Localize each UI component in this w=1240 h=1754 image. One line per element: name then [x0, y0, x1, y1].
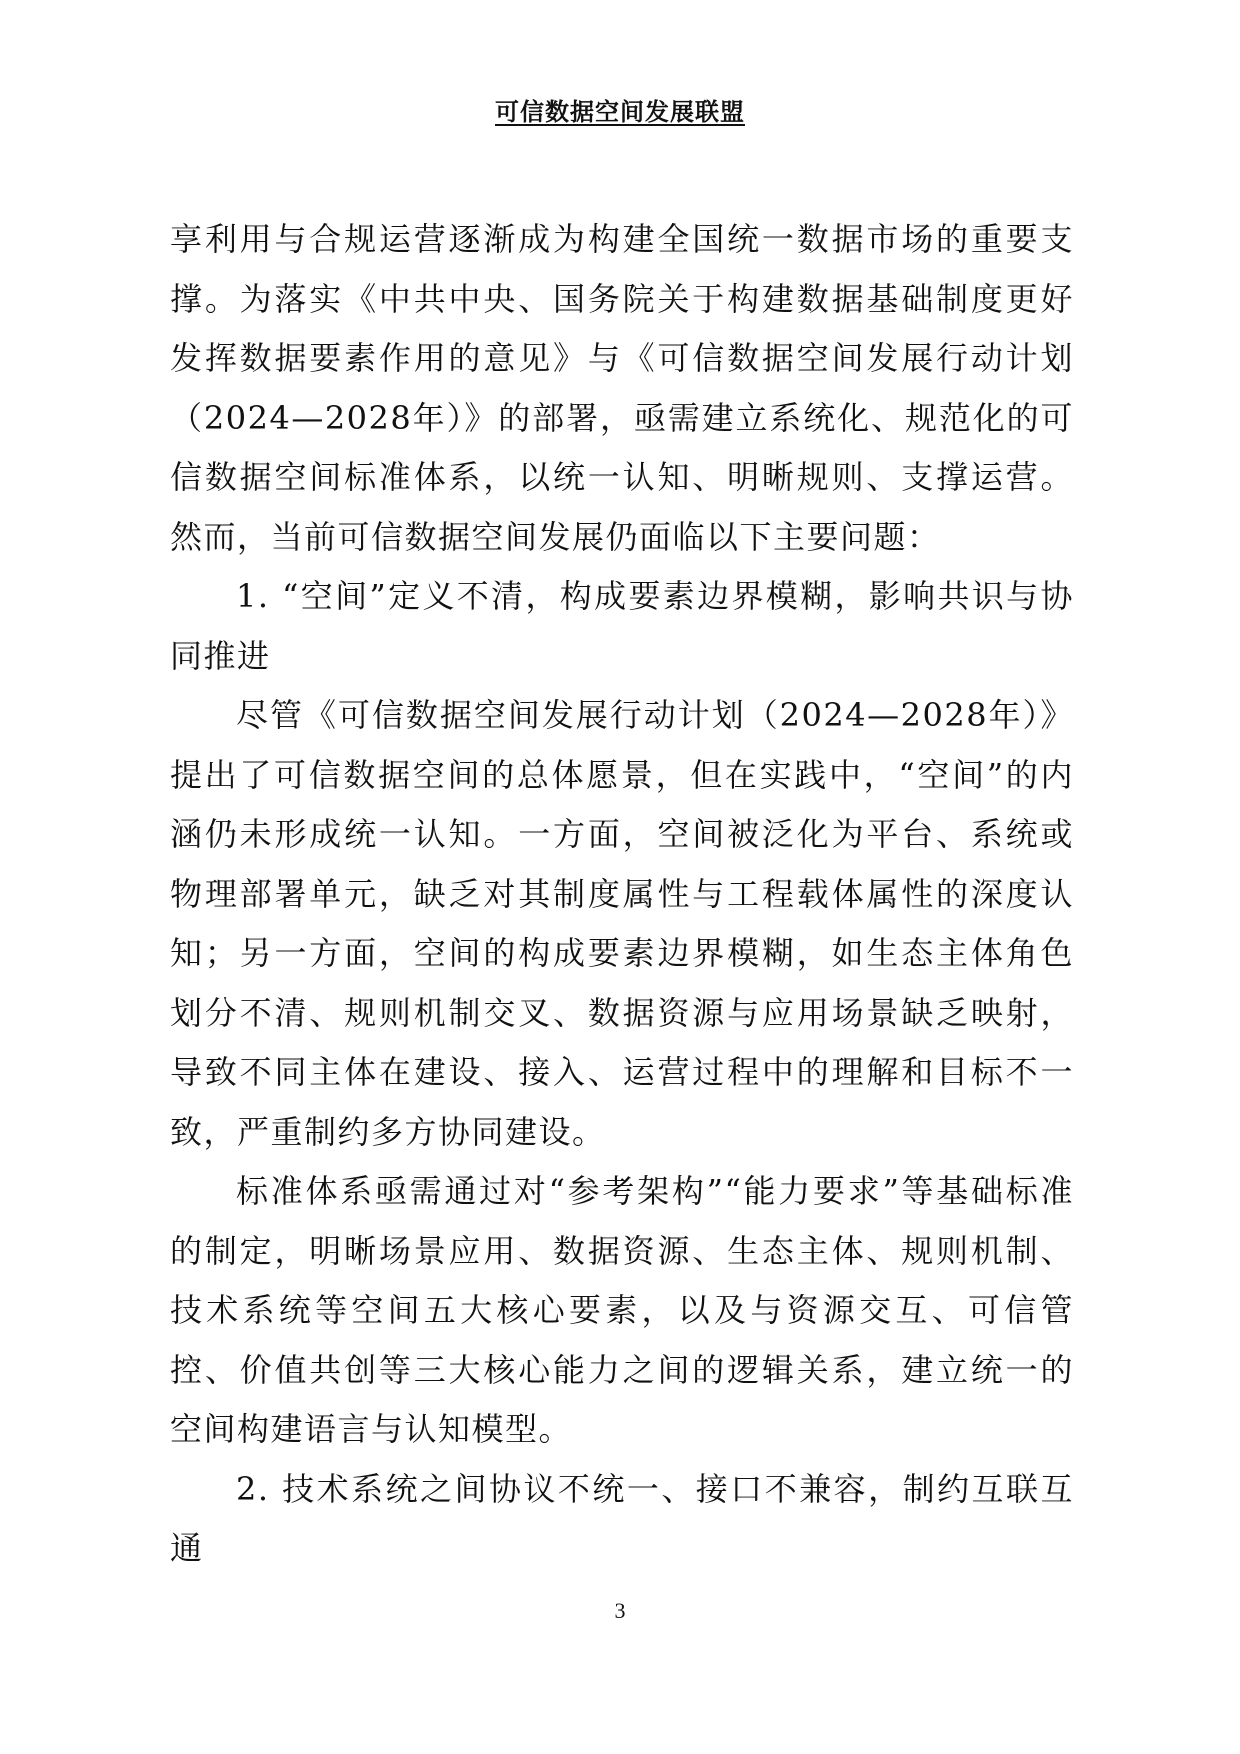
paragraph: 标准体系亟需通过对“参考架构”“能力要求”等基础标准的制定，明晰场景应用、数据资源、生态主体、规则机制、技术系统等空间五大核心要素，以及与资源交互、可信管控、价值共创等三大核心能力之间的逻辑关系，建立统一的空间构建语言与认知模型。	[170, 1172, 1074, 1448]
header-title: 可信数据空间发展联盟	[495, 97, 745, 126]
document-body	[170, 210, 1074, 1579]
section-heading-1: 1. “空间”定义不清，构成要素边界模糊，影响共识与协同推进	[170, 577, 1074, 675]
paragraph-continuation: 享利用与合规运营逐渐成为构建全国统一数据市场的重要支撑。为落实《中共中央、国务院关于构建数据基础制度更好发挥数据要素作用的意见》与《可信数据空间发展行动计划（2024—2028年）》的部署，亟需建立系统化、规范化的可信数据空间标准体系，以统一认知、明晰规则、支撑运营。然而，当前可信数据空间发展仍面临以下主要问题：	[170, 220, 1074, 556]
section-heading-2: 2. 技术系统之间协议不统一、接口不兼容，制约互联互通	[170, 1469, 1074, 1567]
paragraph: 尽管《可信数据空间发展行动计划（2024—2028年）》提出了可信数据空间的总体愿景，但在实践中，“空间”的内涵仍未形成统一认知。一方面，空间被泛化为平台、系统或物理部署单元，缺乏对其制度属性与工程载体属性的深度认知；另一方面，空间的构成要素边界模糊，如生态主体角色划分不清、规则机制交叉、数据资源与应用场景缺乏映射，导致不同主体在建设、接入、运营过程中的理解和目标不一致，严重制约多方协同建设。	[170, 696, 1074, 1151]
page-header	[0, 92, 1240, 127]
page-number: 3	[614, 1598, 626, 1623]
